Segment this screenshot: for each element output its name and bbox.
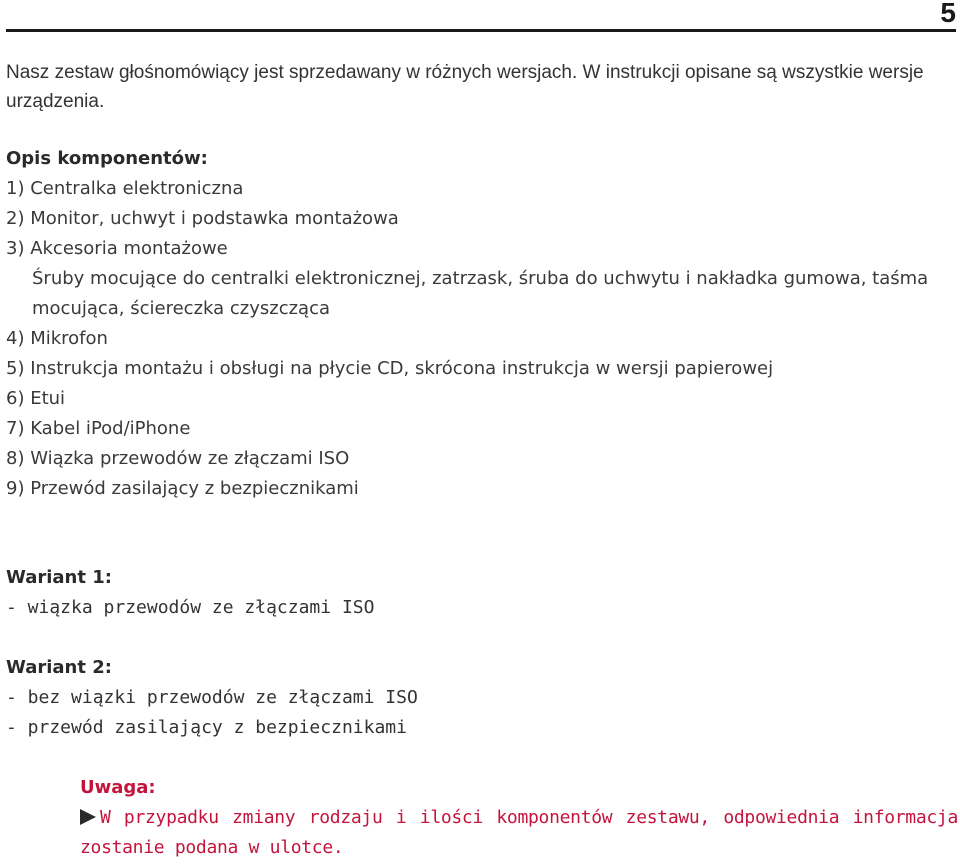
page-number: 5 [940,0,956,28]
component-item: 2) Monitor, uchwyt i podstawka montażowa [6,208,399,229]
component-item: 7) Kabel iPod/iPhone [6,418,191,439]
component-item: 1) Centralka elektroniczna [6,178,244,199]
variant-2-heading: Wariant 2: [6,657,112,678]
arrow-right-icon [80,809,96,825]
component-item: 9) Przewód zasilający z bezpiecznikami [6,478,359,499]
component-item: 6) Etui [6,388,66,409]
component-item: 3) Akcesoria montażowe [6,238,228,259]
component-item: 5) Instrukcja montażu i obsługi na płycie CD, skrócona instrukcja w wersji papierowej [6,358,774,379]
component-subitem: mocująca, ściereczka czyszcząca [32,298,331,319]
note-text: W przypadku zmiany rodzaju i ilości komponentów zestawu, odpowiednia informacja zostanie podana w ulotce. [80,807,958,858]
component-item: 8) Wiązka przewodów ze złączami ISO [6,448,350,469]
variant-1-heading: Wariant 1: [6,567,112,588]
variant-2-item: - przewód zasilający z bezpiecznikami [6,717,407,738]
component-item: 4) Mikrofon [6,328,108,349]
note-body [80,803,958,863]
header-rule [6,29,956,32]
components-section [6,144,958,504]
variant-2-section [6,653,418,743]
components-heading: Opis komponentów: [6,148,208,169]
note-heading: Uwaga: [80,777,156,798]
note-box [80,773,958,863]
variant-1-section [6,563,374,623]
component-subitem: Śruby mocujące do centralki elektronicznej, zatrzask, śruba do uchwytu i nakładka gumowa, taśma [32,268,929,289]
intro-paragraph: Nasz zestaw głośnomówiący jest sprzedawany w różnych wersjach. W instrukcji opisane są wszystkie wersje urządzenia. [6,62,924,112]
variant-1-item: - wiązka przewodów ze złączami ISO [6,597,375,618]
variant-2-item: - bez wiązki przewodów ze złączami ISO [6,687,418,708]
